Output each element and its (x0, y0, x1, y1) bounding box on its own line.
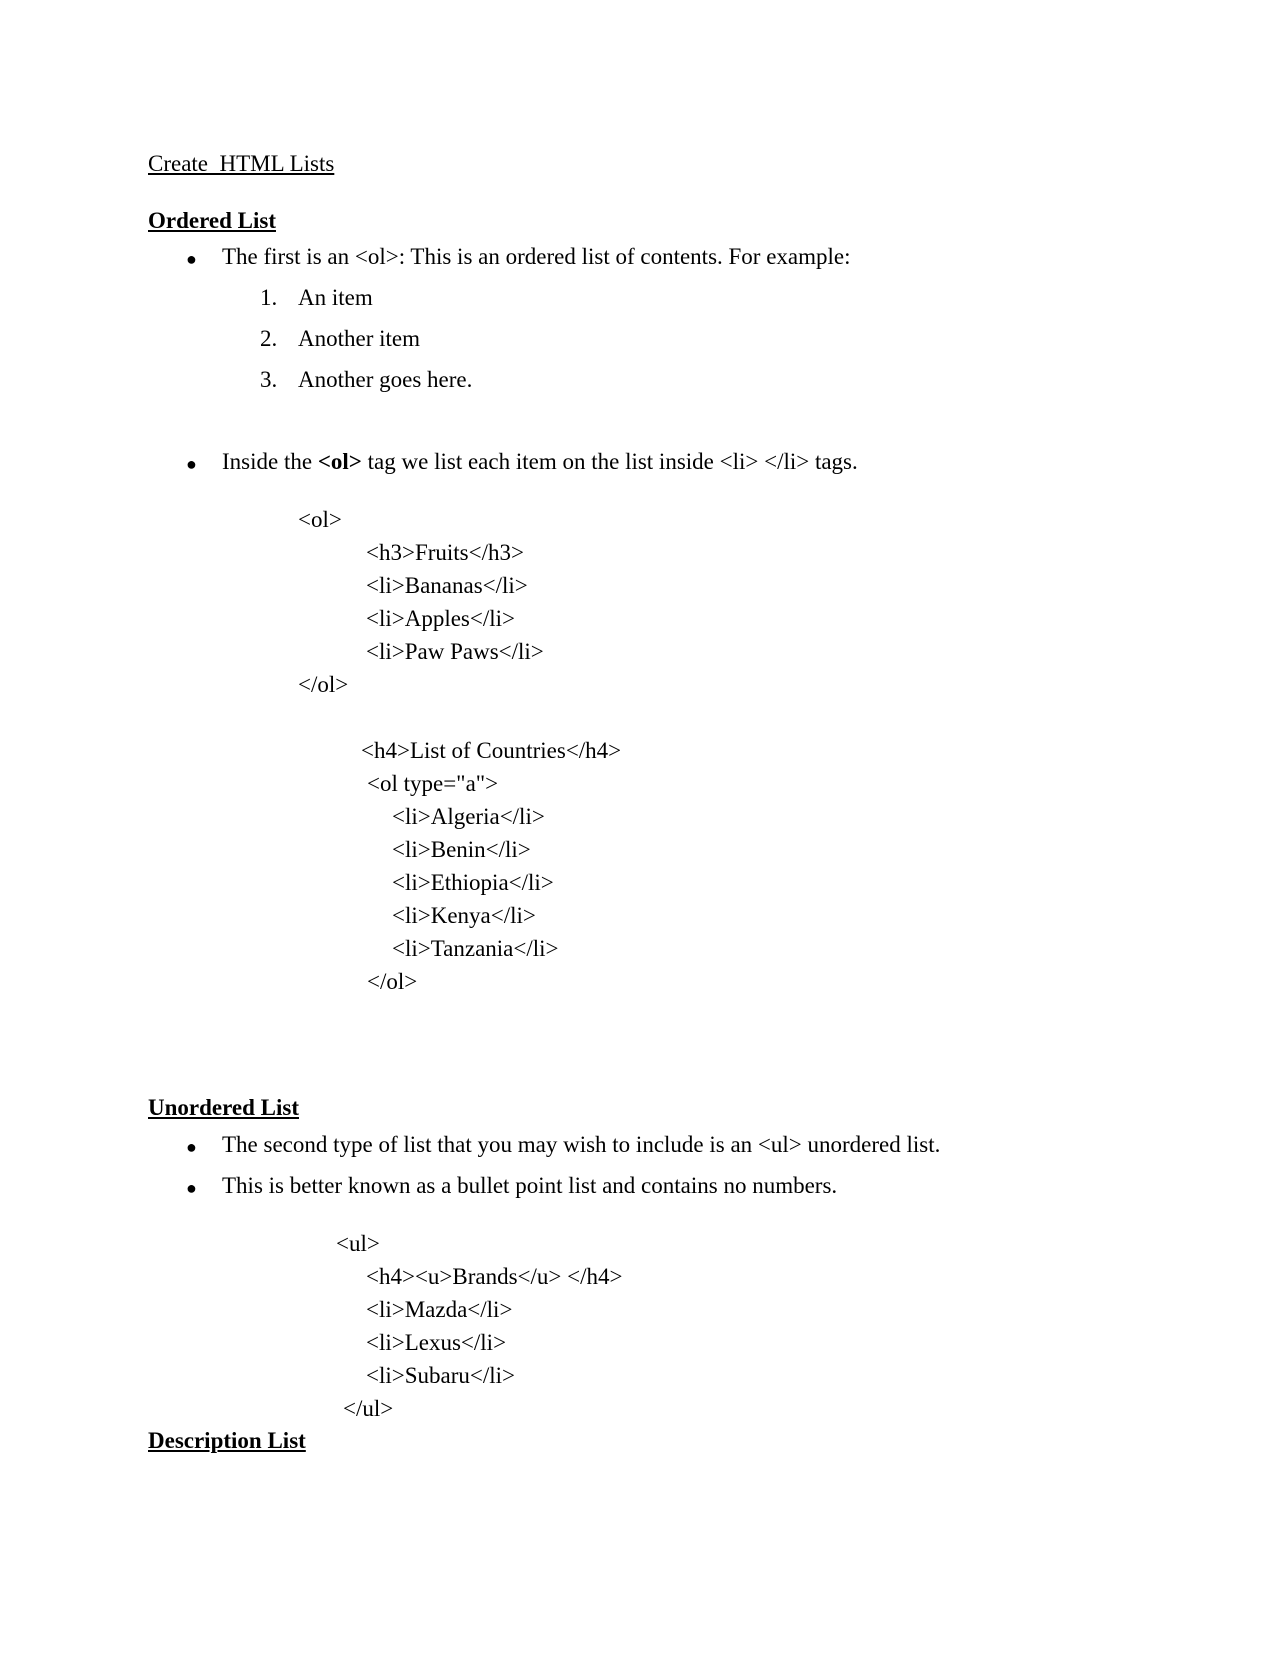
example-item: Another item (298, 326, 420, 351)
example-number: 3. (260, 367, 278, 392)
ordered-explain-text (222, 448, 858, 476)
bullet-icon: ● (186, 1178, 197, 1198)
bullet-icon: ● (186, 249, 197, 269)
code-line: <li>Tanzania</li> (392, 936, 559, 961)
example-number: 1. (260, 285, 278, 310)
code-line: <li>Algeria</li> (392, 804, 545, 829)
code-line: <li>Kenya</li> (392, 903, 536, 928)
code-line: <h4><u>Brands</u> </h4> (366, 1264, 623, 1289)
code-line: <ul> (336, 1231, 380, 1256)
code-line: </ol> (367, 969, 418, 994)
code-line: <li>Apples</li> (366, 606, 515, 631)
code-line: <h3>Fruits</h3> (366, 540, 524, 565)
unordered-list-heading: Unordered List (148, 1095, 299, 1120)
description-list-heading: Description List (148, 1428, 306, 1453)
code-line: <li>Ethiopia</li> (392, 870, 554, 895)
code-line: <ol> (298, 507, 342, 532)
unordered-bullet-text: This is better known as a bullet point list and contains no numbers. (222, 1173, 838, 1198)
example-item: An item (298, 285, 373, 310)
code-line: <li>Bananas</li> (366, 573, 528, 598)
ordered-intro-text: The first is an <ol>: This is an ordered list of contents. For example: (222, 244, 851, 269)
explain-tag: <ol> (317, 449, 362, 474)
code-line: <li>Benin</li> (392, 837, 531, 862)
example-number: 2. (260, 326, 278, 351)
code-line: </ul> (343, 1396, 394, 1421)
code-line: <li>Paw Paws</li> (366, 639, 544, 664)
explain-prefix: Inside the (222, 449, 318, 474)
example-item: Another goes here. (298, 367, 473, 392)
code-line: <ol type="a"> (367, 771, 499, 796)
code-line: <li>Lexus</li> (366, 1330, 507, 1355)
explain-suffix: tag we list each item on the list inside <li> </li> tags. (361, 449, 858, 474)
code-line: <li>Mazda</li> (366, 1297, 513, 1322)
code-line: <h4>List of Countries</h4> (361, 738, 622, 763)
unordered-bullet-text: The second type of list that you may wish to include is an <ul> unordered list. (222, 1132, 941, 1157)
bullet-icon: ● (186, 454, 197, 474)
page-title: Create HTML Lists (148, 151, 335, 176)
code-line: </ol> (298, 672, 349, 697)
code-line: <li>Subaru</li> (366, 1363, 515, 1388)
ordered-list-heading: Ordered List (148, 208, 276, 233)
bullet-icon: ● (186, 1137, 197, 1157)
